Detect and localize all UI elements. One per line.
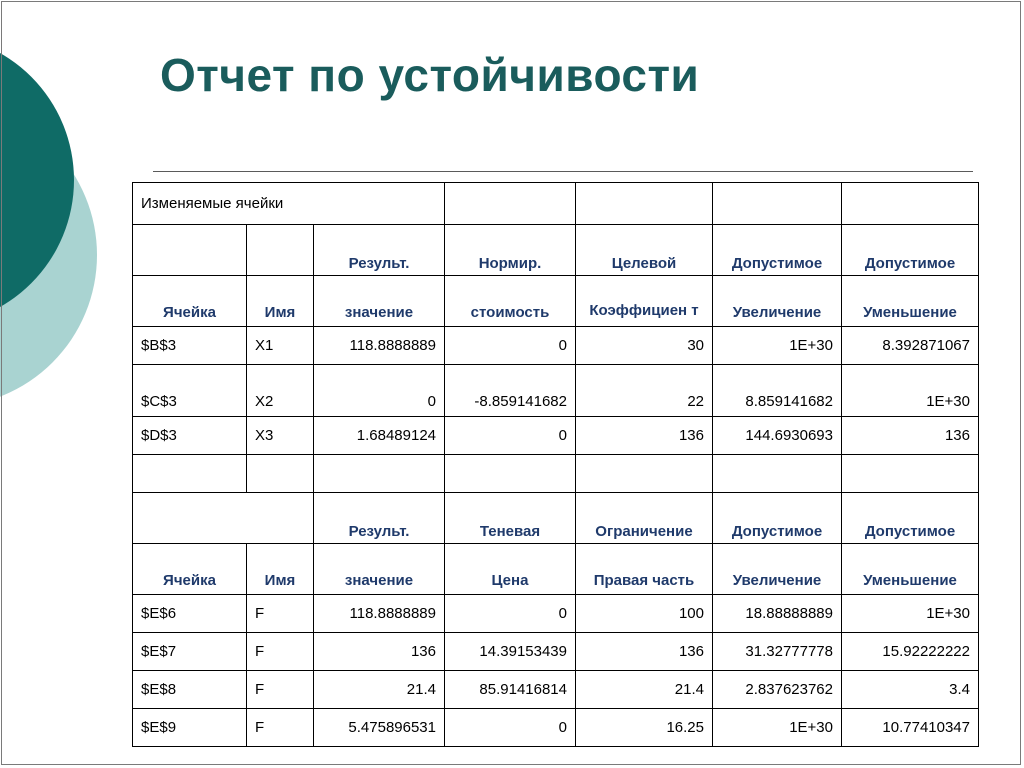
cell-value: 14.39153439 xyxy=(445,633,576,671)
cell-value: 15.92222222 xyxy=(842,633,979,671)
header-cell: Увеличение xyxy=(713,544,842,595)
cell-name: F xyxy=(247,671,314,709)
cell-value: 21.4 xyxy=(576,671,713,709)
cell-ref: $E$9 xyxy=(133,709,247,747)
cell-value: 21.4 xyxy=(314,671,445,709)
cell-name: X2 xyxy=(247,365,314,417)
cell-value: 1E+30 xyxy=(713,327,842,365)
empty-row xyxy=(133,455,979,493)
cell-value: 136 xyxy=(576,633,713,671)
cell-value: 3.4 xyxy=(842,671,979,709)
cell-ref: $E$7 xyxy=(133,633,247,671)
cell-value: 136 xyxy=(314,633,445,671)
section-row xyxy=(133,183,979,225)
header-cell: Допустимое xyxy=(842,225,979,276)
header-cell: Цена xyxy=(445,544,576,595)
header-cell: Теневая xyxy=(445,493,576,544)
table-row xyxy=(133,709,979,747)
cell-ref: $B$3 xyxy=(133,327,247,365)
cell-ref: $C$3 xyxy=(133,365,247,417)
cell-value: 136 xyxy=(842,417,979,455)
cell-value: 2.837623762 xyxy=(713,671,842,709)
cell-name: F xyxy=(247,633,314,671)
cell-ref: $D$3 xyxy=(133,417,247,455)
header-cell: Результ. xyxy=(314,493,445,544)
cell-value: 22 xyxy=(576,365,713,417)
header-cell: Правая часть xyxy=(576,544,713,595)
header-cell: Допустимое xyxy=(842,493,979,544)
cell-value: 85.91416814 xyxy=(445,671,576,709)
cell-ref: $E$8 xyxy=(133,671,247,709)
cell-value: 0 xyxy=(445,417,576,455)
header-cell: Ячейка xyxy=(133,544,247,595)
cell-value: 144.6930693 xyxy=(713,417,842,455)
cell-value: 118.8888889 xyxy=(314,327,445,365)
header-cell: Коэффициен т xyxy=(576,276,713,327)
cell-value: 0 xyxy=(314,365,445,417)
header-cell: Целевой xyxy=(576,225,713,276)
cell-value: 118.8888889 xyxy=(314,595,445,633)
cell-name: X1 xyxy=(247,327,314,365)
cell-value: 1.68489124 xyxy=(314,417,445,455)
header-cell: Допустимое xyxy=(713,493,842,544)
title-divider xyxy=(153,171,973,172)
header-cell: Ограничение xyxy=(576,493,713,544)
header-cell: Имя xyxy=(247,544,314,595)
cell-value: 136 xyxy=(576,417,713,455)
constraints-header-top xyxy=(133,493,979,544)
header-cell: Результ. xyxy=(314,225,445,276)
cell-value: 31.32777778 xyxy=(713,633,842,671)
table-row xyxy=(133,365,979,417)
page-title: Отчет по устойчивости xyxy=(160,49,700,101)
header-cell: Уменьшение xyxy=(842,544,979,595)
constraints-header-bottom xyxy=(133,544,979,595)
cell-value: 18.88888889 xyxy=(713,595,842,633)
cell-value: 0 xyxy=(445,595,576,633)
header-cell: Уменьшение xyxy=(842,276,979,327)
cell-value: 16.25 xyxy=(576,709,713,747)
cell-value: 1E+30 xyxy=(713,709,842,747)
header-cell: Допустимое xyxy=(713,225,842,276)
variables-header-top xyxy=(133,225,979,276)
cell-name: F xyxy=(247,709,314,747)
cell-value: 0 xyxy=(445,327,576,365)
cell-ref: $E$6 xyxy=(133,595,247,633)
cell-value: 8.392871067 xyxy=(842,327,979,365)
cell-value: 1E+30 xyxy=(842,595,979,633)
table-row xyxy=(133,595,979,633)
cell-name: F xyxy=(247,595,314,633)
table-row xyxy=(133,327,979,365)
cell-value: 8.859141682 xyxy=(713,365,842,417)
table-row xyxy=(133,633,979,671)
header-cell: Ячейка xyxy=(133,276,247,327)
header-cell: стоимость xyxy=(445,276,576,327)
cell-value: 10.77410347 xyxy=(842,709,979,747)
cell-name: X3 xyxy=(247,417,314,455)
variables-header-bottom xyxy=(133,276,979,327)
cell-value: -8.859141682 xyxy=(445,365,576,417)
header-cell: значение xyxy=(314,276,445,327)
cell-value: 100 xyxy=(576,595,713,633)
table-row xyxy=(133,671,979,709)
header-cell: Нормир. xyxy=(445,225,576,276)
cell-value: 1E+30 xyxy=(842,365,979,417)
section-label: Изменяемые ячейки xyxy=(133,183,445,225)
cell-value: 5.475896531 xyxy=(314,709,445,747)
header-cell: Имя xyxy=(247,276,314,327)
table-row xyxy=(133,417,979,455)
cell-value: 0 xyxy=(445,709,576,747)
header-cell: значение xyxy=(314,544,445,595)
sensitivity-report-table xyxy=(132,182,979,747)
header-cell: Увеличение xyxy=(713,276,842,327)
cell-value: 30 xyxy=(576,327,713,365)
